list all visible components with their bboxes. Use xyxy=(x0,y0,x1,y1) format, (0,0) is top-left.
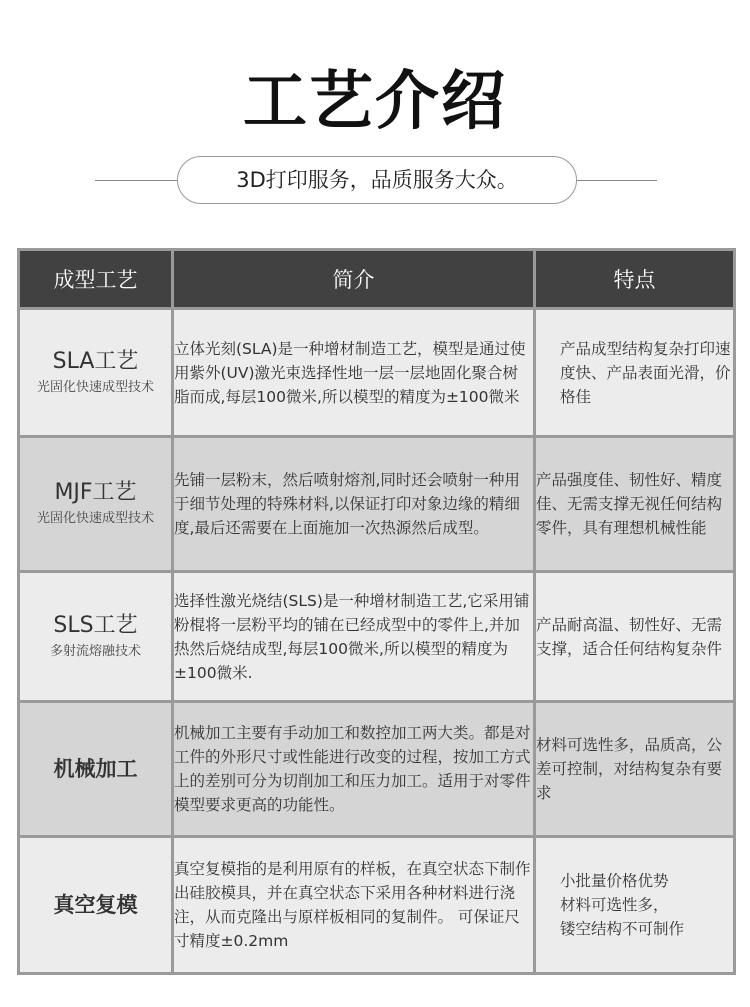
subtitle-banner xyxy=(0,156,750,206)
process-name-cell xyxy=(19,837,173,974)
process-name-cell xyxy=(19,702,173,837)
process-name: 真空复模 xyxy=(53,893,138,917)
process-description: 机械加工主要有手动加工和数控加工两大类。都是对工件的外形尺寸或性能进行改变的过程，按加工方式上的差别可分为切削加工和压力加工。适用于对零件模型要求更高的功能性。 xyxy=(173,702,535,837)
process-name: SLS工艺 xyxy=(53,612,138,638)
process-subname: 光固化快速成型技术 xyxy=(36,379,154,395)
process-features: 产品强度佳、韧性好、精度佳、无需支撑无视任何结构零件，具有理想机械性能 xyxy=(535,437,735,572)
process-description: 立体光刻(SLA)是一种增材制造工艺，模型是通过使用紫外(UV)激光束选择性地一层一层地固化聚合树脂而成,每层100微米,所以模型的精度为±100微米 xyxy=(173,309,535,437)
column-header-features: 特点 xyxy=(535,250,735,309)
process-table xyxy=(17,248,736,975)
feature-line: 材料可选性多， xyxy=(560,896,669,914)
divider-line-left xyxy=(95,180,177,181)
process-name: 机械加工 xyxy=(53,757,138,781)
process-features xyxy=(535,837,735,974)
process-name-cell xyxy=(19,572,173,702)
table-row-vacuum-casting xyxy=(19,837,735,974)
page-title: 工艺介绍 xyxy=(243,65,507,139)
feature-line: 小批量价格优势 xyxy=(560,872,669,890)
process-description: 先铺一层粉末，然后喷射熔剂,同时还会喷射一种用于细节处理的特殊材料,以保证打印对象边缘的精细度,最后还需要在上面施加一次热源然后成型。 xyxy=(173,437,535,572)
process-subname: 光固化快速成型技术 xyxy=(36,511,154,526)
process-features: 产品成型结构复杂打印速度快、产品表面光滑，价格佳 xyxy=(535,309,735,437)
process-name-cell xyxy=(19,437,173,572)
table-row-sla xyxy=(19,309,735,437)
table-row-sls xyxy=(19,572,735,702)
process-features: 产品耐高温、韧性好、无需支撑，适合任何结构复杂件 xyxy=(535,572,735,702)
table-header-row xyxy=(19,250,735,309)
process-features: 材料可选性多，品质高，公差可控制，对结构复杂有要求 xyxy=(535,702,735,837)
feature-line: 镂空结构不可制作 xyxy=(560,920,685,938)
column-header-description: 简介 xyxy=(173,250,535,309)
column-header-process: 成型工艺 xyxy=(19,250,173,309)
process-description: 选择性激光烧结(SLS)是一种增材制造工艺,它采用铺粉棍将一层粉平均的铺在已经成型中的零件上,并加热然后烧结成型,每层100微米,所以模型的精度为±100微米. xyxy=(173,572,535,702)
process-name: MJF工艺 xyxy=(54,480,137,505)
process-subname: 多射流熔融技术 xyxy=(49,643,141,659)
subtitle-pill: 3D打印服务，品质服务大众。 xyxy=(177,156,577,204)
table-row-machining xyxy=(19,702,735,837)
divider-line-right xyxy=(577,180,657,181)
process-name-cell xyxy=(19,309,173,437)
process-description: 真空复模指的是利用原有的样板，在真空状态下制作出硅胶模具，并在真空状态下采用各种材料进行浇注，从而克隆出与原样板相同的复制件。 可保证尺寸精度±0.2mm xyxy=(173,837,535,974)
table-row-mjf xyxy=(19,437,735,572)
process-name: SLA工艺 xyxy=(52,348,139,374)
